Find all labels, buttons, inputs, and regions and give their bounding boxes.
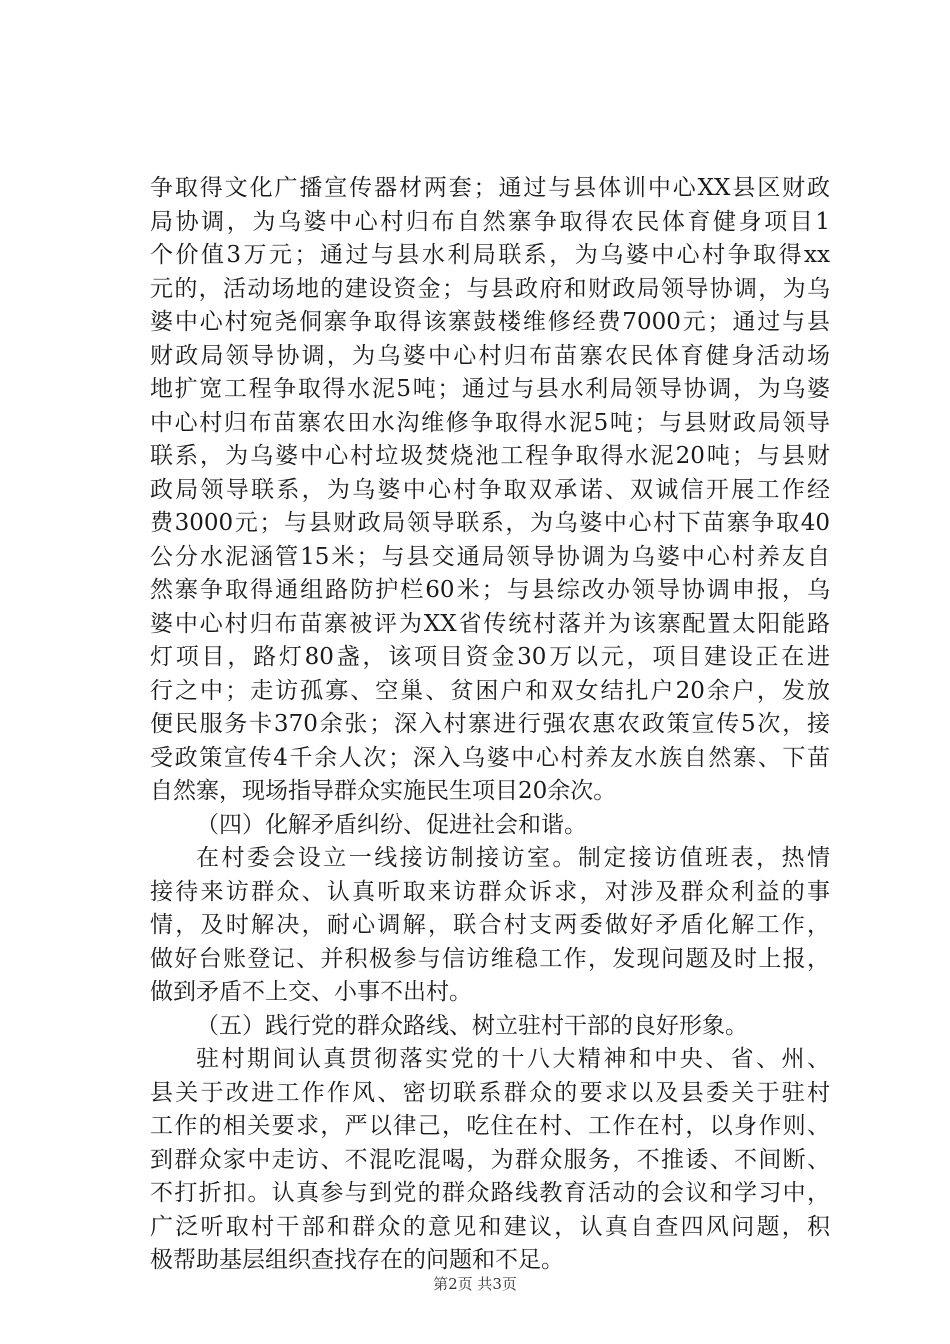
text-line: 到群众家中走访、不混吃混喝，为群众服务，不推诿、不间断、 — [150, 1146, 830, 1173]
text-line: 灯项目，路灯80盏，该项目资金30万以元，项目建设正在进 — [150, 644, 830, 670]
text-line: 局协调，为乌婆中心村归布自然寨争取得农民体育健身项目1 — [150, 208, 830, 235]
text-line: 婆中心村归布苗寨被评为XX省传统村落并为该寨配置太阳能路 — [150, 610, 830, 637]
text-line: 县关于改进工作作风、密切联系群众的要求以及县委关于驻村 — [150, 1079, 830, 1106]
text-line: 地扩宽工程争取得水泥5吨；通过与县水利局领导协调，为乌婆 — [150, 376, 830, 402]
text-line: 中心村归布苗寨农田水沟维修争取得水泥5吨；与县财政局领导 — [150, 409, 830, 436]
document-body — [150, 172, 830, 1278]
text-line: （五）践行党的群众路线、树立驻村干部的良好形象。 — [196, 1012, 748, 1039]
text-line: 行之中；走访孤寡、空巢、贫困户和双女结扎户20余户，发放 — [150, 677, 830, 704]
text-line: 财政局领导协调，为乌婆中心村归布苗寨农民体育健身活动场 — [150, 342, 830, 369]
text-line: 费3000元；与县财政局领导联系，为乌婆中心村下苗寨争取40 — [150, 510, 830, 536]
text-line: 受政策宣传4千余人次；深入乌婆中心村养友水族自然寨、下苗 — [150, 744, 830, 771]
text-line: 驻村期间认真贯彻落实党的十八大精神和中央、省、州、 — [196, 1046, 830, 1072]
text-line: 广泛听取村干部和群众的意见和建议，认真自查四风问题，积 — [150, 1213, 830, 1240]
text-line: 不打折扣。认真参与到党的群众路线教育活动的会议和学习中， — [150, 1180, 830, 1206]
text-line: 争取得文化广播宣传器材两套；通过与县体训中心XX县区财政 — [150, 175, 830, 201]
text-line: 情，及时解决，耐心调解，联合村支两委做好矛盾化解工作， — [150, 912, 830, 938]
text-line: 然寨争取得通组路防护栏60米；与县综改办领导协调申报，乌 — [150, 577, 830, 603]
text-line: 在村委会设立一线接访制接访室。制定接访值班表，热情 — [196, 845, 830, 871]
text-line: 接待来访群众、认真听取来访群众诉求，对涉及群众利益的事 — [150, 878, 830, 905]
text-line: 做好台账登记、并积极参与信访维稳工作，发现问题及时上报， — [150, 945, 830, 972]
text-line: 政局领导联系，为乌婆中心村争取双承诺、双诚信开展工作经 — [150, 476, 830, 503]
text-line: （四）化解矛盾纠纷、促进社会和谐。 — [196, 811, 587, 838]
text-line: 工作的相关要求，严以律己，吃住在村、工作在村，以身作则、 — [150, 1113, 830, 1139]
text-line: 公分水泥涵管15米；与县交通局领导协调为乌婆中心村养友自 — [150, 543, 830, 570]
text-line: 元的，活动场地的建设资金；与县政府和财政局领导协调，为乌 — [150, 275, 830, 302]
text-line: 联系，为乌婆中心村垃圾焚烧池工程争取得水泥20吨；与县财 — [150, 443, 830, 469]
text-line: 做到矛盾不上交、小事不出村。 — [150, 979, 472, 1005]
text-line: 个价值3万元；通过与县水利局联系，为乌婆中心村争取得xx — [150, 242, 830, 268]
text-line: 极帮助基层组织查找存在的问题和不足。 — [150, 1247, 564, 1273]
text-line: 自然寨，现场指导群众实施民生项目20余次。 — [150, 778, 617, 804]
text-line: 便民服务卡370余张；深入村寨进行强农惠农政策宣传5次，接 — [150, 711, 830, 737]
text-line: 婆中心村宛尧侗寨争取得该寨鼓楼维修经费7000元；通过与县 — [150, 309, 830, 335]
page-footer: 第2页 共3页 — [433, 1275, 517, 1293]
